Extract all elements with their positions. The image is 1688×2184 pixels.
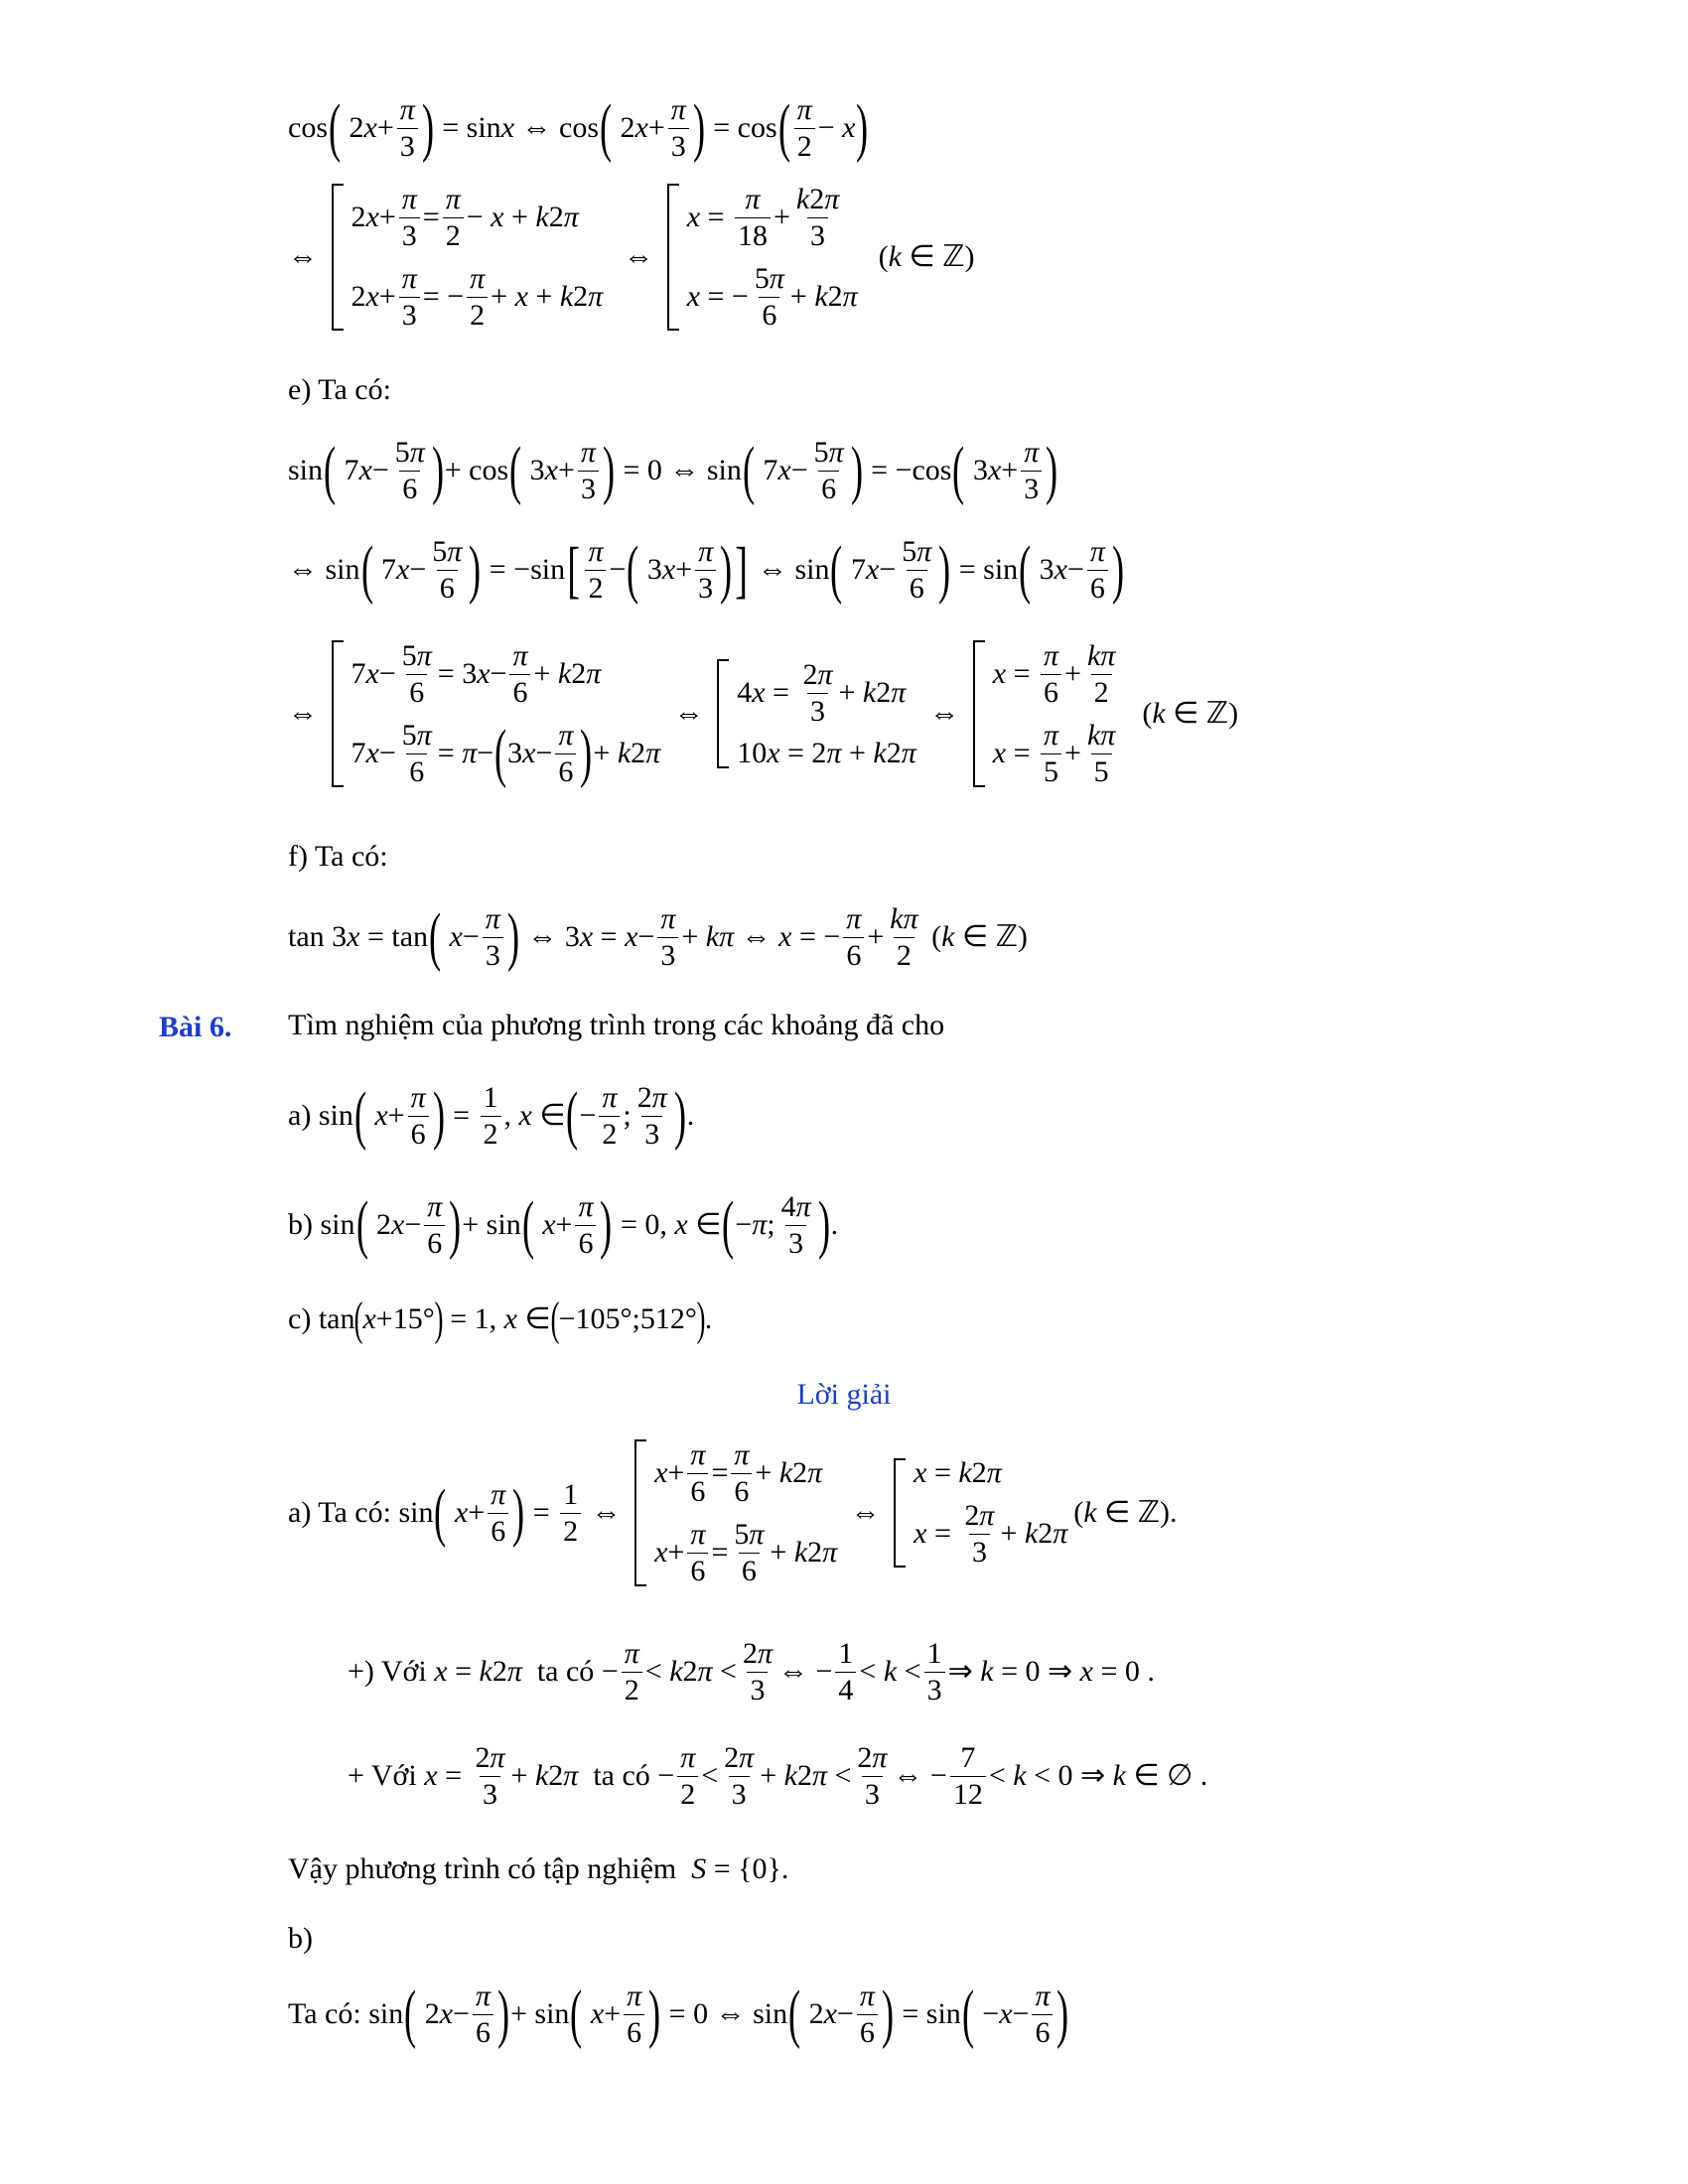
- heading-e: e) Ta có:: [288, 373, 391, 406]
- sol-a: a) Ta có: sin ( x + $\frac{\pi}{6}$ ) = $\frac{1}{2}$ ⇔ x + $\frac{\pi}{6}$ = $\frac{\pi}{6}$ + k 2 π x + $\frac{\pi}{6}$ = $\frac{5\pi}{6}$ + k 2 π ⇔ x = k 2 π x = $\frac{2\pi}{3}$ + k 2 π ( k ∈ ℤ).: [288, 1438, 1178, 1587]
- sol-a-case2: + Với x = $\frac{2\pi}{3}$ + k 2 π ta có − $\frac{\pi}{2}$ < $\frac{2\pi}{3}$ + k 2 π < $\frac{2\pi}{3}$ ⇔ − $\frac{7}{12}$ < k < 0 ⇒ k ∈ ∅ .: [348, 1741, 1208, 1811]
- bai6-b: b) sin ( 2 x − $\frac{\pi}{6}$ ) + sin ( x + $\frac{\pi}{6}$ ) = 0, x ∈ ( − π ; $\frac{4\pi}{3}$ ) .: [288, 1188, 839, 1261]
- heading-b: b): [288, 1922, 313, 1955]
- sol-b: Ta có: sin ( 2 x − $\frac{\pi}{6}$ ) + sin ( x + $\frac{\pi}{6}$ ) = 0 ⇔ sin ( 2 x − $\frac{\pi}{6}$ ) = sin ( − x − $\frac{\pi}{6}$ ): [288, 1978, 1069, 2050]
- heading-f: f) Ta có:: [288, 840, 388, 873]
- sol-a-case1: +) Với x = k 2 π ta có − $\frac{\pi}{2}$ < k 2 π < $\frac{2\pi}{3}$ ⇔ − $\frac{1}{4}$ < k < $\frac{1}{3}$ ⇒ k = 0 ⇒ x = 0 .: [348, 1637, 1155, 1706]
- bai6-a: a) sin ( x + $\frac{\pi}{6}$ ) = $\frac{1}{2}$ , x ∈ ( − $\frac{\pi}{2}$ ; $\frac{2\pi}{3}$ ) .: [288, 1079, 695, 1152]
- eq-d-line2: ⇔ 2 x + $\frac{\pi}{3}$ = $\frac{\pi}{2}$ − x + k 2 π 2 x + $\frac{\pi}{3}$ = − $\frac{\pi}{2}$ + x + k 2 π ⇔ x = $\frac{\pi}{18}$ + $\frac{k2\pi}{3}$ x = − $\frac{5\pi}{6}$ + k 2 π ( k ∈ ℤ): [288, 183, 975, 332]
- eq-f: tan 3 x = tan ( x − $\frac{\pi}{3}$ ) ⇔ 3 x = x − $\frac{\pi}{3}$ + kπ ⇔ x = − $\frac{\pi}{6}$ + $\frac{k\pi}{2}$ ( k ∈ ℤ): [288, 900, 1028, 973]
- bai6-c: c) tan ( x +15° ) = 1, x ∈ ( −105°;512° ) .: [288, 1293, 713, 1345]
- bai6-label: Bài 6.: [159, 1011, 232, 1043]
- eq-e-line3: ⇔ 7 x − $\frac{5\pi}{6}$ = 3 x − $\frac{\pi}{6}$ + k 2 π 7 x − $\frac{5\pi}{6}$ = π − ( 3 x − $\frac{\pi}{6}$ ) + k 2 π ⇔ 4 x = $\frac{2\pi}{3}$ + k 2 π 10 x = 2 π + k 2 π ⇔ x = $\frac{\pi}{6}$ + $\frac{k\pi}{2}$ x = $\frac{\pi}{5}$ + $\frac{k\pi}{5}$ ( k ∈ ℤ): [288, 639, 1239, 789]
- cases-bracket: 2 x + $\frac{\pi}{3}$ = $\frac{\pi}{2}$ − x + k 2 π 2 x + $\frac{\pi}{3}$ = − $\frac{\pi}{2}$ + x + k 2 π: [332, 184, 604, 331]
- eq-e-line1: sin ( 7 x − $\frac{5\pi}{6}$ ) + cos ( 3 x + $\frac{\pi}{3}$ ) = 0 ⇔ sin ( 7 x − $\frac{5\pi}{6}$ ) = −cos ( 3 x + $\frac{\pi}{3}$ ): [288, 434, 1058, 506]
- eq-d-line1: cos ( 2 x + $\frac{\pi}{3}$ ) = sin x ⇔ cos ( 2 x + $\frac{\pi}{3}$ ) = cos ( $\frac{\pi}{2}$ − x ): [288, 91, 869, 164]
- eq-e-line2: ⇔ sin ( 7 x − $\frac{5\pi}{6}$ ) = −sin [ $\frac{\pi}{2}$ − ( 3 x + $\frac{\pi}{3}$ ) ] ⇔ sin ( 7 x − $\frac{5\pi}{6}$ ) = sin ( 3 x − $\frac{\pi}{6}$ ): [288, 533, 1124, 606]
- bai6-prompt: Tìm nghiệm của phương trình trong các khoảng đã cho: [288, 1009, 945, 1041]
- loi-giai-title: Lời giải: [796, 1378, 892, 1411]
- sol-a-conclusion: Vậy phương trình có tập nghiệm S = {0}.: [288, 1852, 789, 1885]
